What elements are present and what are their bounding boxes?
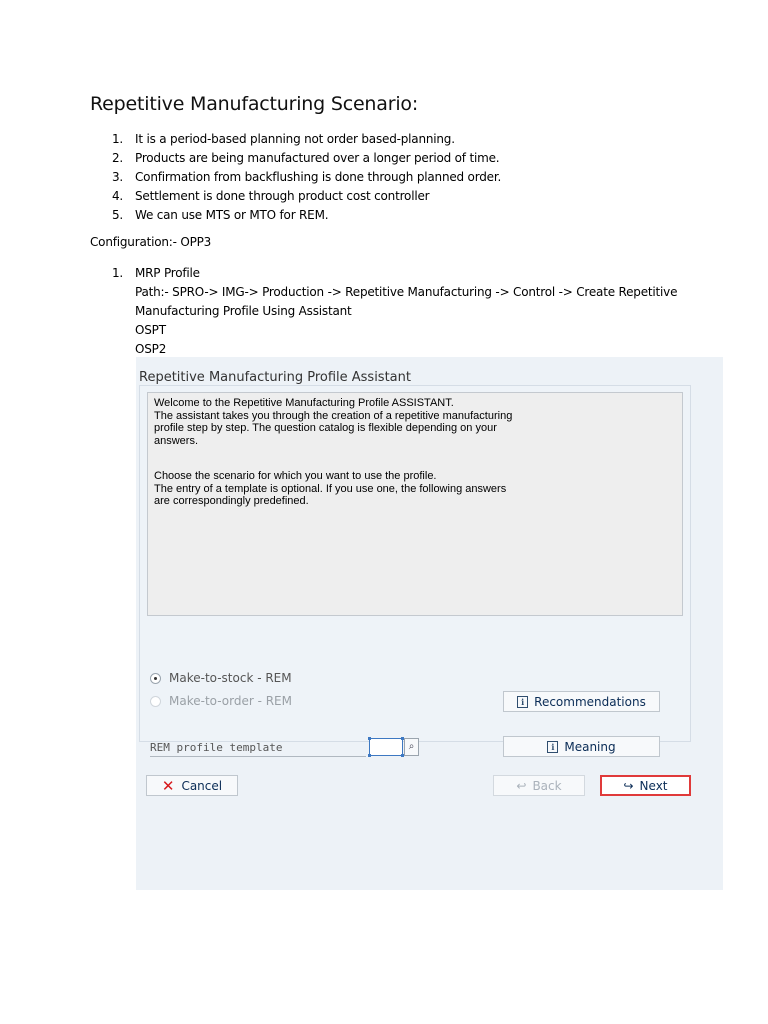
- next-arrow-icon: ↪: [623, 778, 634, 793]
- transaction-code-ospt: OSPT: [135, 323, 166, 337]
- assistant-group-box: [139, 385, 691, 754]
- transaction-code-osp2: OSP2: [135, 342, 167, 356]
- mrp-profile-section: [90, 264, 677, 359]
- recommendations-button[interactable]: i Recommendations: [503, 691, 660, 712]
- back-arrow-icon: ↩: [516, 778, 527, 793]
- list-item: 5. We can use MTS or MTO for REM.: [112, 208, 329, 222]
- value-help-search-icon[interactable]: ⌕: [404, 738, 419, 756]
- sap-assistant-screenshot: [136, 357, 723, 890]
- mrp-path-line-1: Path:- SPRO-> IMG-> Production -> Repetitive Manufacturing -> Control -> Create Repetitive: [135, 285, 678, 299]
- mrp-heading: 1. MRP Profile: [112, 266, 200, 280]
- dialog-title: Repetitive Manufacturing Profile Assistant: [139, 370, 411, 385]
- list-item: 1. It is a period-based planning not order based-planning.: [112, 132, 455, 146]
- radio-make-to-stock[interactable]: Make-to-stock - REM: [150, 670, 292, 686]
- radio-selected-icon[interactable]: [150, 673, 161, 684]
- back-button[interactable]: ↩ Back: [493, 775, 585, 796]
- page-title: Repetitive Manufacturing Scenario:: [90, 93, 419, 115]
- mrp-path-line-2: Manufacturing Profile Using Assistant: [135, 304, 352, 318]
- assistant-text-paragraph-2: Choose the scenario for which you want to use the profile. The entry of a template is optional. If you use one, the following answers are correspondingly predefined.: [154, 470, 507, 507]
- assistant-text-area: [147, 392, 683, 616]
- close-icon: ✕: [161, 776, 175, 795]
- list-item: 2. Products are being manufactured over a longer period of time.: [112, 151, 500, 165]
- info-icon: i: [547, 741, 558, 753]
- cancel-button[interactable]: ✕ Cancel: [146, 775, 238, 796]
- assistant-text-paragraph-1: Welcome to the Repetitive Manufacturing Profile ASSISTANT. The assistant takes you through the creation of a repetitive manufacturing profile step by step. The question catalog is flexible depending on your answers.: [154, 397, 513, 447]
- list-item: 3. Confirmation from backflushing is done through planned order.: [112, 170, 502, 184]
- radio-make-to-order[interactable]: Make-to-order - REM: [150, 693, 292, 709]
- rem-profile-template-input[interactable]: [369, 738, 403, 756]
- list-item: 4. Settlement is done through product cost controller: [112, 189, 430, 203]
- meaning-button[interactable]: i Meaning: [503, 736, 660, 757]
- configuration-line: Configuration:- OPP3: [90, 235, 212, 249]
- scenario-points-list: [90, 130, 501, 225]
- info-icon: i: [517, 696, 528, 708]
- radio-unselected-icon[interactable]: [150, 696, 161, 707]
- next-button[interactable]: ↪ Next: [600, 775, 691, 796]
- rem-profile-template-label: REM profile template: [150, 740, 366, 757]
